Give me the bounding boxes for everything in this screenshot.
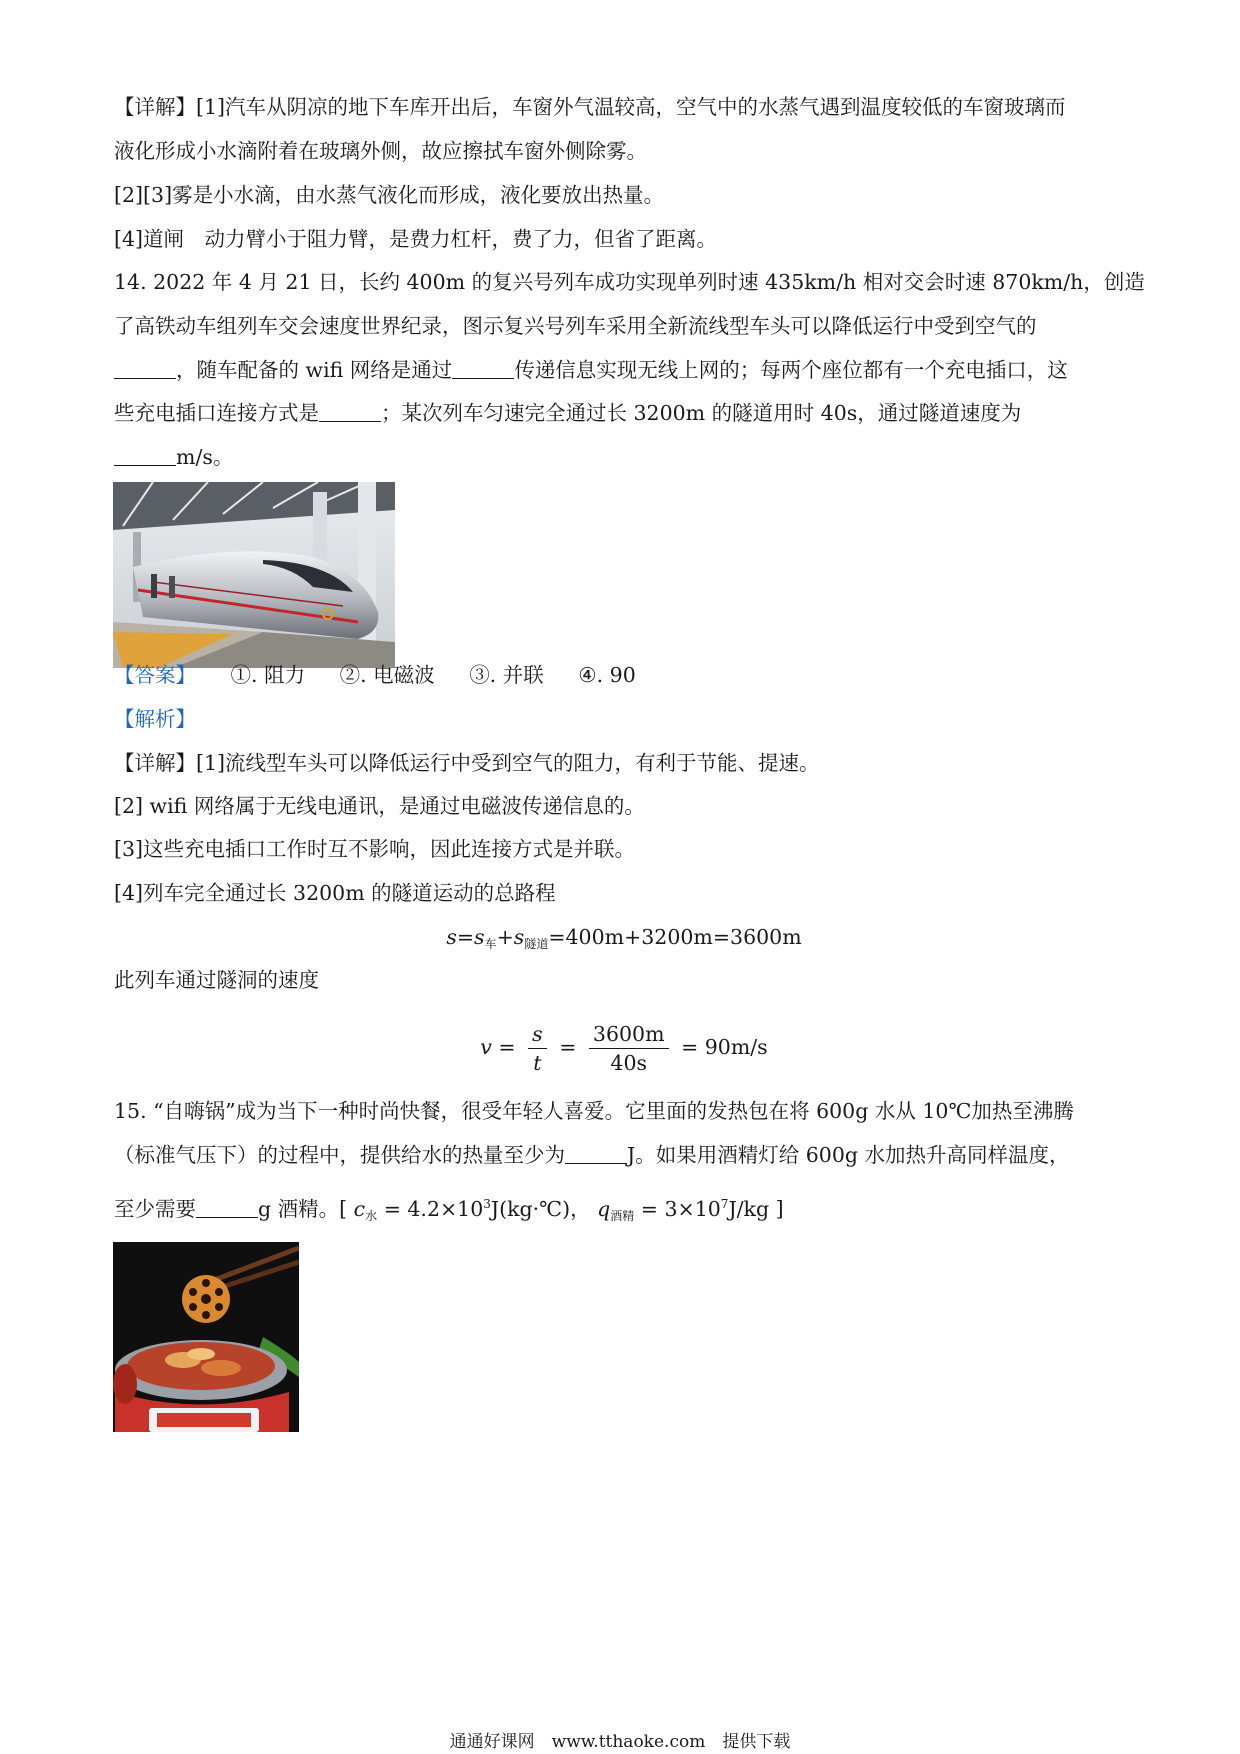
sub: 水 — [365, 1209, 378, 1223]
answer-1: ①. 阻力 — [230, 663, 306, 687]
fraction-s-over-t — [528, 1020, 547, 1077]
answer-tag: 【答案】 — [114, 663, 196, 687]
answer-blank-4 — [114, 445, 176, 466]
q14-detail-5: 此列车通过隧洞的速度 — [114, 968, 319, 992]
var-s: s — [446, 925, 457, 949]
var-v: v — [480, 1035, 492, 1059]
var-s1: s — [474, 925, 485, 949]
hotpot-photo — [113, 1242, 299, 1432]
text: ；某次列车匀速完全通过长 3200m 的隧道用时 40s，通过隧道速度为 — [381, 401, 1022, 425]
eq: = — [559, 1035, 577, 1059]
answer-blank-6 — [196, 1197, 258, 1218]
text: m/s。 — [176, 445, 234, 469]
text: ，随车配备的 wifi 网络是通过 — [176, 358, 453, 382]
text: = 3×10 — [634, 1197, 721, 1221]
train-photo — [113, 482, 395, 668]
analysis-tag: 【解析】 — [114, 707, 196, 731]
text: = 4.2×10 — [377, 1197, 484, 1221]
q14-line-4 — [114, 399, 1134, 427]
q14-detail-3: [3]这些充电插口工作时互不影响，因此连接方式是并联。 — [114, 837, 636, 861]
result: = 90m/s — [681, 1035, 768, 1059]
answer-4: ④. 90 — [578, 663, 636, 687]
answer-blank-5 — [565, 1143, 627, 1164]
q14-detail-4: [4]列车完全通过长 3200m 的隧道运动的总路程 — [114, 881, 556, 905]
frac-num: s — [528, 1020, 547, 1049]
q14-detail-2: [2] wifi 网络属于无线电通讯，是通过电磁波传递信息的。 — [114, 794, 645, 818]
q15-line-1: 15. “自嗨锅”成为当下一种时尚快餐，很受年轻人喜爱。它里面的发热包在将 600g 水从 10℃加热至沸腾 — [114, 1099, 1074, 1123]
plus: + — [496, 925, 514, 949]
text: （标准气压下）的过程中，提供给水的热量至少为 — [114, 1143, 565, 1167]
q14-analysis-tag — [114, 705, 1134, 733]
sub-2: 隧道 — [524, 937, 549, 951]
q13-detail-line-1 — [114, 93, 1134, 121]
answer-2: ②. 电磁波 — [339, 663, 435, 687]
formula-rest: =400m+3200m=3600m — [548, 925, 802, 949]
text: 些充电插口连接方式是 — [114, 401, 319, 425]
var-c: c — [353, 1197, 366, 1221]
frac-den: 40s — [610, 1051, 648, 1075]
var-s2: s — [513, 925, 525, 949]
detail-tag: 【详解】 — [114, 751, 196, 775]
sub: 酒精 — [610, 1209, 635, 1223]
text: g 酒精。[ — [258, 1197, 348, 1221]
frac-num: 3600m — [589, 1020, 669, 1049]
text: J/kg ] — [728, 1197, 784, 1221]
q14-detail-1 — [114, 749, 1134, 777]
answer-blank-1 — [114, 358, 176, 379]
var-q: q — [597, 1197, 611, 1221]
text: J(kg·℃)， — [490, 1197, 591, 1221]
q14-line-5 — [114, 443, 1134, 471]
answer-blank-3 — [319, 401, 381, 422]
text: [1]流线型车头可以降低运行中受到空气的阻力，有利于节能、提速。 — [196, 751, 820, 775]
text: J。如果用酒精灯给 600g 水加热升高同样温度， — [627, 1143, 1070, 1167]
detail-tag: 【详解】 — [114, 95, 196, 119]
q13-detail-line-4: [4]道闸 动力臂小于阻力臂，是费力杠杆，费了力，但省了距离。 — [114, 227, 718, 251]
text: 至少需要 — [114, 1197, 196, 1221]
q13-detail-line-2: 液化形成小水滴附着在玻璃外侧，故应擦拭车窗外侧除雾。 — [114, 139, 647, 163]
q14-line-3 — [114, 356, 1134, 384]
exp: 7 — [720, 1197, 729, 1211]
q14-line-2: 了高铁动车组列车交会速度世界纪录，图示复兴号列车采用全新流线型车头可以降低运行中受到空气的 — [114, 314, 1037, 338]
answer-3: ③. 并联 — [469, 663, 544, 687]
eq: = — [498, 1035, 516, 1059]
fraction-values — [589, 1020, 669, 1077]
text: 传递信息实现无线上网的；每两个座位都有一个充电插口，这 — [514, 358, 1068, 382]
frac-den: t — [533, 1051, 542, 1075]
q15-line-2 — [114, 1141, 1134, 1169]
q13-detail-line-3: [2][3]雾是小水滴，由水蒸气液化而形成，液化要放出热量。 — [114, 183, 665, 207]
sub-1: 车 — [484, 937, 497, 951]
q14-answer-row — [114, 661, 1134, 689]
formula-distance — [114, 923, 1134, 958]
formula-speed — [114, 1015, 1134, 1079]
text: [1]汽车从阴凉的地下车库开出后，车窗外气温较高，空气中的水蒸气遇到温度较低的车窗玻璃而 — [196, 95, 1066, 119]
q15-line-3 — [114, 1190, 1134, 1230]
exp: 3 — [483, 1197, 491, 1211]
answer-blank-2 — [452, 358, 514, 379]
page-footer: 通通好课网 www.tthaoke.com 提供下载 — [449, 1732, 791, 1752]
eq: = — [456, 925, 475, 949]
q14-line-1: 14. 2022 年 4 月 21 日，长约 400m 的复兴号列车成功实现单列时速 435km/h 相对交会时速 870km/h，创造 — [114, 270, 1145, 294]
